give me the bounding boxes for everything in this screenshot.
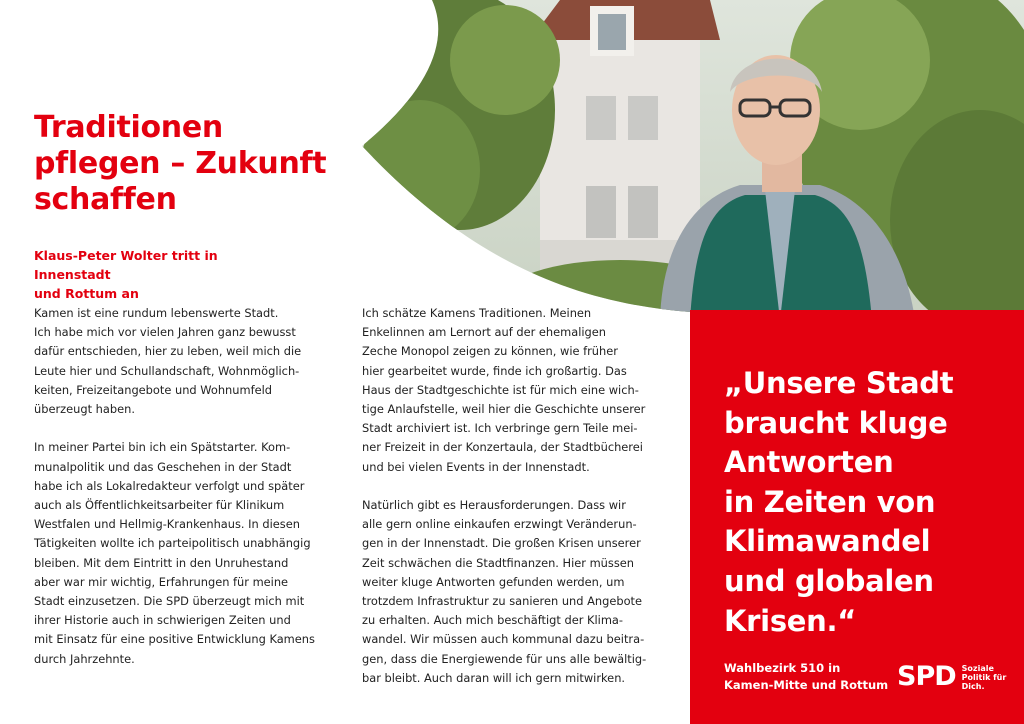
body-paragraph [362, 496, 662, 688]
body-line: Leute hier und Schullandschaft, Wohnmöglich- [34, 363, 300, 378]
body-line: gen, dass die Energiewende für uns alle bewältig- [362, 651, 647, 666]
body-line: Ich schätze Kamens Traditionen. Meinen [362, 306, 592, 320]
body-line: alle gern online einkaufen erzwingt Veränderun- [362, 517, 637, 532]
body-line: überzeugt haben. [34, 402, 135, 417]
body-line: wandel. Wir müssen auch kommunal dazu beitra- [362, 632, 645, 647]
body-line: mit Einsatz für eine positive Entwicklung Kamens [34, 632, 315, 647]
quote-line: „Unsere Stadt [724, 366, 954, 400]
quote-line: Antworten [724, 445, 894, 480]
body-line: Westfalen und Hellmig-Krankenhaus. In diesen [34, 517, 300, 532]
body-line: Ich habe mich vor vielen Jahren ganz bewusst [34, 325, 296, 340]
subtitle-line: und Rottum an [34, 286, 139, 301]
body-line: tige Anlaufstelle, weil hier die Geschichte unserer [362, 402, 646, 417]
body-paragraph [34, 304, 334, 419]
body-line: Enkelinnen am Lernort auf der ehemaligen [362, 325, 606, 340]
body-line: bar bleibt. Auch daran will ich gern mitwirken. [362, 670, 626, 685]
district-info [724, 660, 904, 694]
title-line: schaffen [34, 182, 177, 217]
body-line: Haus der Stadtgeschichte ist für mich eine wich- [362, 382, 639, 397]
body-line: zu erhalten. Auch mich beschäftigt der Klima- [362, 613, 624, 628]
pull-quote [724, 364, 1014, 641]
text-column-left [34, 304, 334, 688]
title-line: pflegen – Zukunft [34, 146, 327, 181]
body-line: munalpolitik und das Geschehen in der Stadt [34, 459, 292, 474]
body-line: durch Jahrzehnte. [34, 651, 135, 666]
page-title [34, 110, 326, 218]
logo-claim [962, 664, 1014, 691]
body-line: Zeit schwächen die Stadtfinanzen. Hier müssen [362, 555, 634, 570]
subtitle-line: Klaus-Peter Wolter tritt in Innenstadt [34, 248, 218, 282]
district-line: Wahlbezirk 510 in [724, 661, 841, 675]
title-line: Traditionen [34, 110, 223, 145]
body-line: keiten, Freizeitangebote und Wohnumfeld [34, 382, 272, 397]
body-line: gen in der Innenstadt. Die großen Krisen unserer [362, 536, 641, 551]
body-line: Kamen ist eine rundum lebenswerte Stadt. [34, 306, 279, 320]
quote-line: braucht kluge [724, 405, 948, 440]
body-line: Tätigkeiten wollte ich parteipolitisch unabhängig [34, 536, 311, 551]
body-line: Zeche Monopol zeigen zu können, wie früher [362, 344, 618, 359]
body-line: hier gearbeitet wurde, finde ich großartig. Das [362, 363, 627, 378]
quote-line: und globalen [724, 563, 934, 598]
body-paragraph [34, 438, 334, 668]
body-line: Natürlich gibt es Herausforderungen. Dass wir [362, 498, 626, 513]
body-line: trotzdem Infrastruktur zu sanieren und Angebote [362, 594, 643, 609]
body-line: Stadt einzusetzen. Die SPD überzeugt mich mit [34, 594, 305, 609]
body-line: ner Freizeit in der Konzertaula, der Stadtbücherei [362, 440, 643, 455]
quote-line: Krisen.“ [724, 603, 856, 638]
logo-claim-line: Dich. [961, 681, 985, 691]
spd-logo-icon [897, 660, 1014, 694]
body-line: In meiner Partei bin ich ein Spätstarter. Kom- [34, 440, 291, 455]
body-line: ihrer Historie auch in schwierigen Zeiten und [34, 613, 291, 628]
body-line: aber war mir wichtig, Erfahrungen für meine [34, 574, 289, 589]
body-line: Stadt archiviert ist. Ich verbringe gern Teile mei- [362, 421, 638, 436]
body-paragraph [362, 304, 662, 477]
body-line: weiter kluge Antworten gefunden werden, um [362, 574, 625, 589]
body-line: habe ich als Lokalredakteur verfolgt und später [34, 478, 305, 493]
district-line: Kamen-Mitte und Rottum [724, 678, 889, 692]
body-line: dafür entschieden, hier zu leben, weil mich die [34, 344, 302, 359]
quote-line: Klimawandel [724, 524, 931, 559]
body-line: bleiben. Mit dem Eintritt in den Unruhestand [34, 555, 289, 570]
logo-text: SPD [897, 661, 956, 692]
logo-claim-line: Politik für [961, 672, 1007, 682]
body-line: und bei vielen Events in der Innenstadt. [362, 459, 590, 474]
subtitle [34, 246, 284, 303]
body-line: auch als Öffentlichkeitsarbeiter für Klinikum [34, 498, 285, 513]
logo-claim-line: Soziale [961, 663, 994, 673]
quote-line: in Zeiten von [724, 484, 936, 519]
text-column-right [362, 304, 662, 707]
